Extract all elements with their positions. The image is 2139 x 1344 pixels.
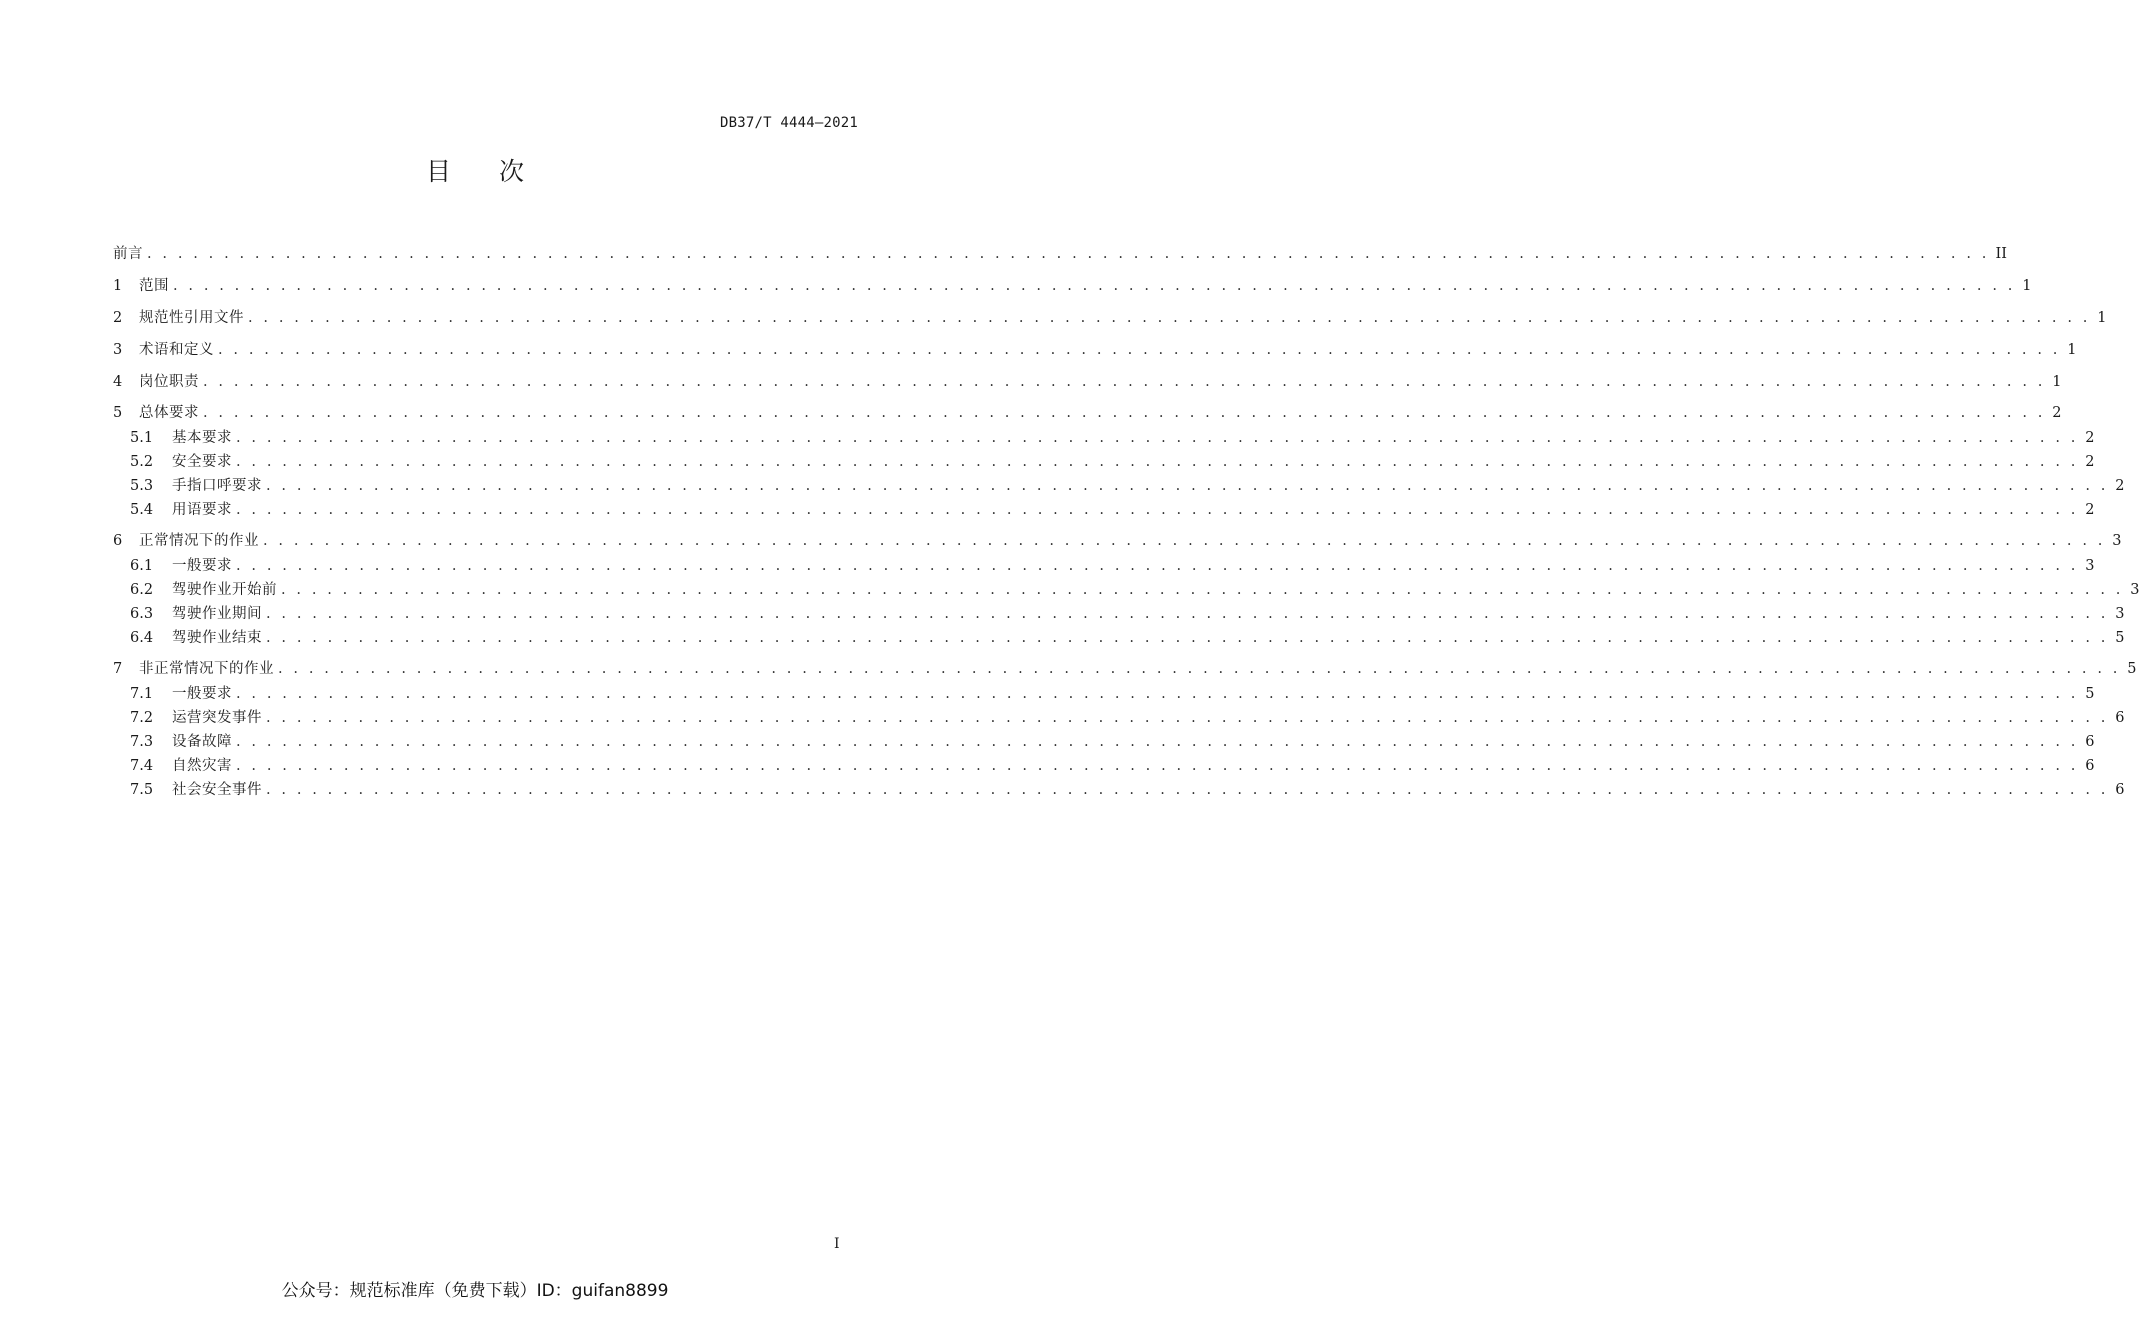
toc-entry-number: 5.2 (130, 454, 154, 470)
toc-entry-page: 2 (2085, 454, 2095, 470)
toc-entry-label: 运营突发事件 (172, 710, 262, 726)
toc-entry-page: 1 (2097, 310, 2107, 326)
toc-dot-leader: . . . . . . . . . . . . . . . . . . . . . . . . . . . . . . . . . . . . . . . . . . . . . . . . . . . . . . . . . . . . . . . . . . . . . . . . . . . . . . . . . . . . . . . . . . . . . . . . . . . . . . . . . . . . . . . . . . . . . . . . (236, 454, 2079, 470)
toc-dot-leader: . . . . . . . . . . . . . . . . . . . . . . . . . . . . . . . . . . . . . . . . . . . . . . . . . . . . . . . . . . . . . . . . . . . . . . . . . . . . . . . . . . . . . . . . . . . . . . . . . . . . . . . . . . . . . . . . . . . . . . . . (281, 582, 2124, 598)
toc-entry-number: 3 (113, 342, 123, 358)
toc-entry-label: 总体要求 (139, 405, 199, 421)
toc-entry-label: 社会安全事件 (172, 782, 262, 798)
toc-entry-label: 驾驶作业结束 (172, 630, 262, 646)
toc-entry-label: 规范性引用文件 (139, 310, 244, 326)
toc-entry-page: 5 (2127, 661, 2137, 677)
toc-entry[interactable] (130, 475, 2125, 497)
toc-entry-number: 5.3 (130, 478, 154, 494)
toc-entry-page: 3 (2115, 606, 2125, 622)
toc-entry-number: 7.4 (130, 758, 154, 774)
toc-entry-page: 6 (2115, 710, 2125, 726)
toc-dot-leader: . . . . . . . . . . . . . . . . . . . . . . . . . . . . . . . . . . . . . . . . . . . . . . . . . . . . . . . . . . . . . . . . . . . . . . . . . . . . . . . . . . . . . . . . . . . . . . . . . . . . . . . . . . . . . . . . . . . . . . . . (236, 502, 2079, 518)
toc-entry[interactable] (130, 499, 2095, 521)
toc-entry-label: 前言 (113, 246, 143, 262)
toc-dot-leader: . . . . . . . . . . . . . . . . . . . . . . . . . . . . . . . . . . . . . . . . . . . . . . . . . . . . . . . . . . . . . . . . . . . . . . . . . . . . . . . . . . . . . . . . . . . . . . . . . . . . . . . . . . . . . . . . . . . . . . . . (236, 758, 2079, 774)
toc-dot-leader: . . . . . . . . . . . . . . . . . . . . . . . . . . . . . . . . . . . . . . . . . . . . . . . . . . . . . . . . . . . . . . . . . . . . . . . . . . . . . . . . . . . . . . . . . . . . . . . . . . . . . . . . . . . . . . . . . . . . . . . . (266, 710, 2109, 726)
toc-entry-page: 3 (2130, 582, 2139, 598)
toc-entry-number: 4 (113, 374, 123, 390)
toc-entry-label: 正常情况下的作业 (139, 533, 259, 549)
toc-entry-number: 7.2 (130, 710, 154, 726)
toc-entry[interactable] (113, 307, 2107, 329)
toc-dot-leader: . . . . . . . . . . . . . . . . . . . . . . . . . . . . . . . . . . . . . . . . . . . . . . . . . . . . . . . . . . . . . . . . . . . . . . . . . . . . . . . . . . . . . . . . . . . . . . . . . . . . . . . . . . . . . . . . . . . . . . . . (266, 782, 2109, 798)
toc-entry-number: 6.4 (130, 630, 154, 646)
toc-entry-label: 岗位职责 (139, 374, 199, 390)
toc-entry-number: 7.3 (130, 734, 154, 750)
toc-entry[interactable] (130, 779, 2125, 801)
page-title: 目次 (425, 157, 572, 186)
toc-entry[interactable] (113, 339, 2077, 361)
toc-entry[interactable] (130, 603, 2125, 625)
toc-entry-label: 一般要求 (172, 686, 232, 702)
toc-entry-number: 6.2 (130, 582, 154, 598)
toc-dot-leader: . . . . . . . . . . . . . . . . . . . . . . . . . . . . . . . . . . . . . . . . . . . . . . . . . . . . . . . . . . . . . . . . . . . . . . . . . . . . . . . . . . . . . . . . . . . . . . . . . . . . . . . . . . . . . . . . . . . . . . . . (236, 734, 2079, 750)
toc-dot-leader: . . . . . . . . . . . . . . . . . . . . . . . . . . . . . . . . . . . . . . . . . . . . . . . . . . . . . . . . . . . . . . . . . . . . . . . . . . . . . . . . . . . . . . . . . . . . . . . . . . . . . . . . . . . . . . . . . . . . . . . . (203, 405, 2046, 421)
toc-entry[interactable] (130, 451, 2095, 473)
toc-entry-number: 7.1 (130, 686, 154, 702)
toc-entry[interactable] (113, 243, 2007, 265)
toc-entry[interactable] (130, 707, 2125, 729)
toc-dot-leader: . . . . . . . . . . . . . . . . . . . . . . . . . . . . . . . . . . . . . . . . . . . . . . . . . . . . . . . . . . . . . . . . . . . . . . . . . . . . . . . . . . . . . . . . . . . . . . . . . . . . . . . . . . . . . . . . . . . . . . . . (263, 533, 2106, 549)
toc-entry-label: 一般要求 (172, 558, 232, 574)
toc-entry-page: 6 (2085, 734, 2095, 750)
toc-dot-leader: . . . . . . . . . . . . . . . . . . . . . . . . . . . . . . . . . . . . . . . . . . . . . . . . . . . . . . . . . . . . . . . . . . . . . . . . . . . . . . . . . . . . . . . . . . . . . . . . . . . . . . . . . . . . . . . . . . . . . . . . (248, 310, 2091, 326)
toc-entry-page: II (1995, 246, 2007, 262)
toc-entry-number: 6 (113, 533, 123, 549)
toc-dot-leader: . . . . . . . . . . . . . . . . . . . . . . . . . . . . . . . . . . . . . . . . . . . . . . . . . . . . . . . . . . . . . . . . . . . . . . . . . . . . . . . . . . . . . . . . . . . . . . . . . . . . . . . . . . . . . . . . . . . . . . . . (266, 478, 2109, 494)
toc-entry-label: 术语和定义 (139, 342, 214, 358)
toc-entry-label: 安全要求 (172, 454, 232, 470)
toc-entry-page: 6 (2085, 758, 2095, 774)
toc-entry-page: 3 (2085, 558, 2095, 574)
toc-entry[interactable] (113, 530, 2122, 552)
toc-entry-number: 6.3 (130, 606, 154, 622)
toc-entry[interactable] (113, 275, 2032, 297)
toc-entry-page: 2 (2052, 405, 2062, 421)
toc-dot-leader: . . . . . . . . . . . . . . . . . . . . . . . . . . . . . . . . . . . . . . . . . . . . . . . . . . . . . . . . . . . . . . . . . . . . . . . . . . . . . . . . . . . . . . . . . . . . . . . . . . . . . . . . . . . . . . . . . . . . . . . . (236, 686, 2079, 702)
toc-entry-number: 5.1 (130, 430, 154, 446)
toc-entry-page: 1 (2067, 342, 2077, 358)
toc-entry-label: 范围 (139, 278, 169, 294)
toc-dot-leader: . . . . . . . . . . . . . . . . . . . . . . . . . . . . . . . . . . . . . . . . . . . . . . . . . . . . . . . . . . . . . . . . . . . . . . . . . . . . . . . . . . . . . . . . . . . . . . . . . . . . . . . . . . . . . . . . . . . . . . . . (218, 342, 2061, 358)
toc-entry-page: 2 (2115, 478, 2125, 494)
toc-entry-number: 2 (113, 310, 123, 326)
document-code: DB37/T 4444—2021 (719, 115, 858, 131)
toc-entry-label: 驾驶作业期间 (172, 606, 262, 622)
page-number: I (834, 1236, 840, 1252)
toc-dot-leader: . . . . . . . . . . . . . . . . . . . . . . . . . . . . . . . . . . . . . . . . . . . . . . . . . . . . . . . . . . . . . . . . . . . . . . . . . . . . . . . . . . . . . . . . . . . . . . . . . . . . . . . . . . . . . . . . . . . . . . . . (266, 606, 2109, 622)
toc-entry-number: 7.5 (130, 782, 154, 798)
toc-entry-label: 设备故障 (172, 734, 232, 750)
toc-entry-page: 1 (2052, 374, 2062, 390)
toc-dot-leader: . . . . . . . . . . . . . . . . . . . . . . . . . . . . . . . . . . . . . . . . . . . . . . . . . . . . . . . . . . . . . . . . . . . . . . . . . . . . . . . . . . . . . . . . . . . . . . . . . . . . . . . . . . . . . . . . . . . . . . . . (147, 246, 1990, 262)
watermark-text: 公众号：规范标准库（免费下载）ID：guifan8899 (281, 1281, 669, 1301)
toc-entry-page: 1 (2022, 278, 2032, 294)
toc-entry-label: 自然灾害 (172, 758, 232, 774)
toc-dot-leader: . . . . . . . . . . . . . . . . . . . . . . . . . . . . . . . . . . . . . . . . . . . . . . . . . . . . . . . . . . . . . . . . . . . . . . . . . . . . . . . . . . . . . . . . . . . . . . . . . . . . . . . . . . . . . . . . . . . . . . . . (266, 630, 2109, 646)
toc-entry-number: 6.1 (130, 558, 154, 574)
toc-entry[interactable] (130, 427, 2095, 449)
toc-entry-number: 5.4 (130, 502, 154, 518)
toc-entry[interactable] (113, 658, 2137, 680)
toc-dot-leader: . . . . . . . . . . . . . . . . . . . . . . . . . . . . . . . . . . . . . . . . . . . . . . . . . . . . . . . . . . . . . . . . . . . . . . . . . . . . . . . . . . . . . . . . . . . . . . . . . . . . . . . . . . . . . . . . . . . . . . . . (278, 661, 2121, 677)
toc-entry-label: 非正常情况下的作业 (139, 661, 274, 677)
toc-dot-leader: . . . . . . . . . . . . . . . . . . . . . . . . . . . . . . . . . . . . . . . . . . . . . . . . . . . . . . . . . . . . . . . . . . . . . . . . . . . . . . . . . . . . . . . . . . . . . . . . . . . . . . . . . . . . . . . . . . . . . . . . (236, 430, 2079, 446)
toc-entry[interactable] (130, 555, 2095, 577)
toc-entry-page: 2 (2085, 502, 2095, 518)
toc-entry-page: 5 (2085, 686, 2095, 702)
toc-entry[interactable] (130, 627, 2125, 649)
toc-entry-page: 3 (2112, 533, 2122, 549)
toc-entry-number: 5 (113, 405, 123, 421)
toc-dot-leader: . . . . . . . . . . . . . . . . . . . . . . . . . . . . . . . . . . . . . . . . . . . . . . . . . . . . . . . . . . . . . . . . . . . . . . . . . . . . . . . . . . . . . . . . . . . . . . . . . . . . . . . . . . . . . . . . . . . . . . . . (173, 278, 2016, 294)
toc-entry-label: 基本要求 (172, 430, 232, 446)
toc-entry[interactable] (113, 371, 2062, 393)
toc-entry-page: 6 (2115, 782, 2125, 798)
toc-entry[interactable] (130, 683, 2095, 705)
toc-entry-number: 7 (113, 661, 123, 677)
toc-entry[interactable] (130, 731, 2095, 753)
toc-entry[interactable] (130, 755, 2095, 777)
toc-entry-label: 手指口呼要求 (172, 478, 262, 494)
toc-dot-leader: . . . . . . . . . . . . . . . . . . . . . . . . . . . . . . . . . . . . . . . . . . . . . . . . . . . . . . . . . . . . . . . . . . . . . . . . . . . . . . . . . . . . . . . . . . . . . . . . . . . . . . . . . . . . . . . . . . . . . . . . (203, 374, 2046, 390)
toc-entry-label: 用语要求 (172, 502, 232, 518)
toc-dot-leader: . . . . . . . . . . . . . . . . . . . . . . . . . . . . . . . . . . . . . . . . . . . . . . . . . . . . . . . . . . . . . . . . . . . . . . . . . . . . . . . . . . . . . . . . . . . . . . . . . . . . . . . . . . . . . . . . . . . . . . . . (236, 558, 2079, 574)
toc-entry-number: 1 (113, 278, 123, 294)
toc-entry[interactable] (113, 402, 2062, 424)
toc-entry-page: 2 (2085, 430, 2095, 446)
toc-entry-page: 5 (2115, 630, 2125, 646)
toc-entry-label: 驾驶作业开始前 (172, 582, 277, 598)
toc-entry[interactable] (130, 579, 2139, 601)
